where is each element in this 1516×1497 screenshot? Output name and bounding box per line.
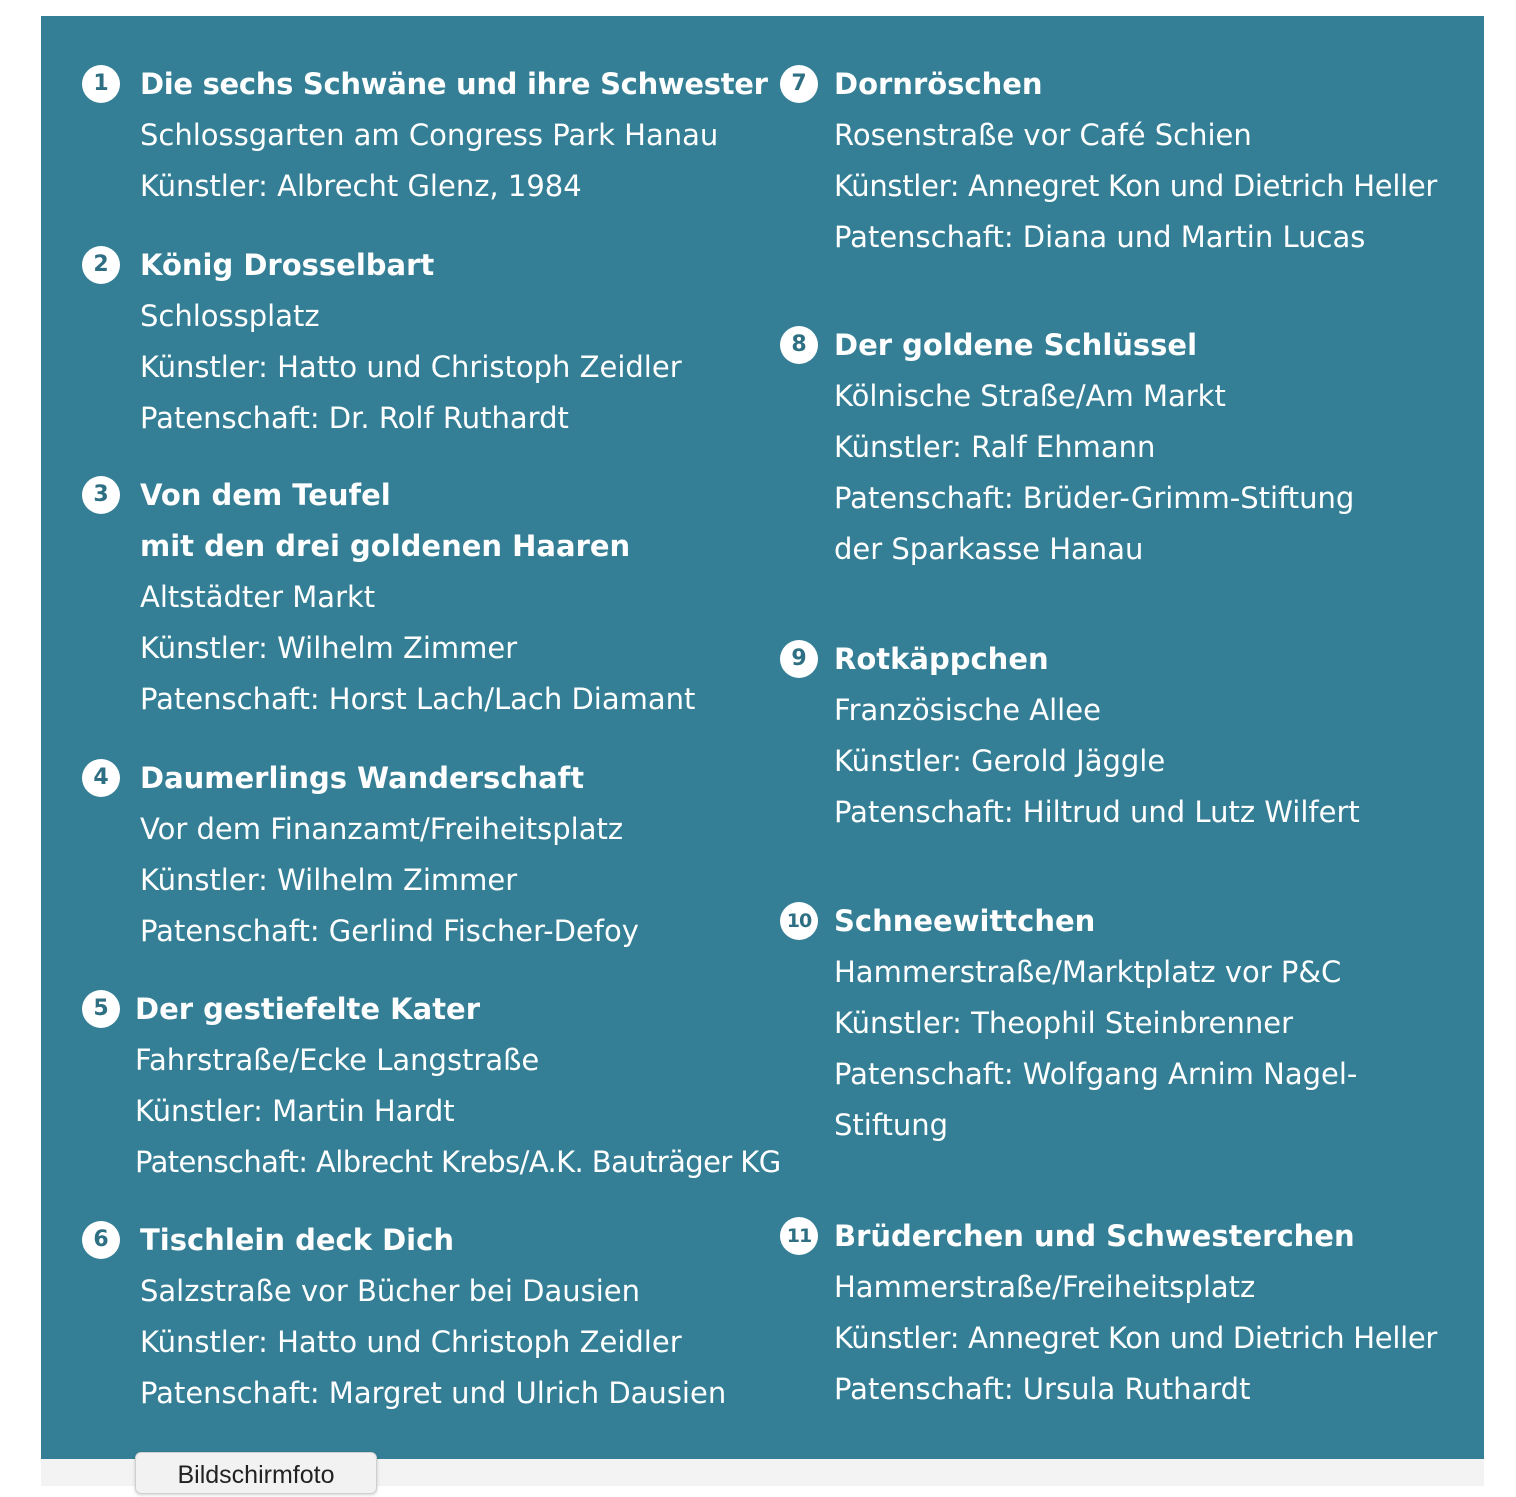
entry-sponsor: Patenschaft: Ursula Ruthardt [834,1372,1251,1406]
number-badge: 8 [780,326,818,364]
number-badge: 5 [82,990,120,1028]
entry-title: Brüderchen und Schwesterchen [834,1219,1355,1253]
entry-artist: Künstler: Hatto und Christoph Zeidler [140,1325,682,1359]
entry-sponsor: Patenschaft: Gerlind Fischer-Defoy [140,914,639,948]
entry-location: Hammerstraße/Marktplatz vor P&C [834,955,1342,989]
entry-artist: Künstler: Annegret Kon und Dietrich Heller [834,1321,1438,1355]
entry-artist: Künstler: Annegret Kon und Dietrich Heller [834,169,1438,203]
entry-title: Der gestiefelte Kater [135,992,481,1026]
entry-artist: Künstler: Martin Hardt [135,1094,455,1128]
entry-location: Französische Allee [834,693,1101,727]
entry-artist: Künstler: Wilhelm Zimmer [140,631,518,665]
entry-artist: Künstler: Hatto und Christoph Zeidler [140,350,682,384]
entry-title: Die sechs Schwäne und ihre Schwester [140,67,768,101]
entry-title: Schneewittchen [834,904,1096,938]
entry-location: Altstädter Markt [140,580,376,614]
entry-location: Fahrstraße/Ecke Langstraße [135,1043,540,1077]
entry-artist: Künstler: Ralf Ehmann [834,430,1156,464]
entry-artist: Künstler: Gerold Jäggle [834,744,1166,778]
number-badge: 6 [82,1221,120,1259]
entry-location: Schlossgarten am Congress Park Hanau [140,118,719,152]
number-badge: 10 [780,902,818,940]
entry-sponsor-continued: Stiftung [834,1108,949,1142]
entry-sponsor-continued: der Sparkasse Hanau [834,532,1144,566]
entry-artist: Künstler: Albrecht Glenz, 1984 [140,169,582,203]
entry-sponsor: Patenschaft: Wolfgang Arnim Nagel- [834,1057,1358,1091]
entry-sponsor: Patenschaft: Hiltrud und Lutz Wilfert [834,795,1360,829]
entry-sponsor: Patenschaft: Horst Lach/Lach Diamant [140,682,696,716]
entry-title-continued: mit den drei goldenen Haaren [140,529,631,563]
entry-location: Kölnische Straße/Am Markt [834,379,1226,413]
entry-sponsor: Patenschaft: Albrecht Krebs/A.K. Bauträger KG [135,1145,781,1179]
entry-title: Dornröschen [834,67,1043,101]
number-badge: 1 [82,65,120,103]
number-badge: 2 [82,246,120,284]
entry-title: Rotkäppchen [834,642,1049,676]
entry-title: Der goldene Schlüssel [834,328,1198,362]
number-badge: 11 [780,1217,818,1255]
entry-sponsor: Patenschaft: Dr. Rolf Ruthardt [140,401,569,435]
number-badge: 3 [82,476,120,514]
number-badge: 7 [780,65,818,103]
entry-artist: Künstler: Wilhelm Zimmer [140,863,518,897]
screenshot-thumbnail-tab[interactable]: Bildschirmfoto [135,1452,377,1494]
entry-sponsor: Patenschaft: Brüder-Grimm-Stiftung [834,481,1355,515]
entry-artist: Künstler: Theophil Steinbrenner [834,1006,1294,1040]
entry-location: Rosenstraße vor Café Schien [834,118,1252,152]
entry-location: Schlossplatz [140,299,320,333]
entry-title: Tischlein deck Dich [140,1223,454,1257]
entry-sponsor: Patenschaft: Margret und Ulrich Dausien [140,1376,727,1410]
entry-location: Hammerstraße/Freiheitsplatz [834,1270,1256,1304]
entry-title: König Drosselbart [140,248,435,282]
entry-location: Salzstraße vor Bücher bei Dausien [140,1274,640,1308]
entry-title: Daumerlings Wanderschaft [140,761,585,795]
entry-location: Vor dem Finanzamt/Freiheitsplatz [140,812,624,846]
number-badge: 4 [82,759,120,797]
entry-sponsor: Patenschaft: Diana und Martin Lucas [834,220,1366,254]
entry-title: Von dem Teufel [140,478,391,512]
number-badge: 9 [780,640,818,678]
fairy-tale-sculptures-panel [41,16,1484,1459]
